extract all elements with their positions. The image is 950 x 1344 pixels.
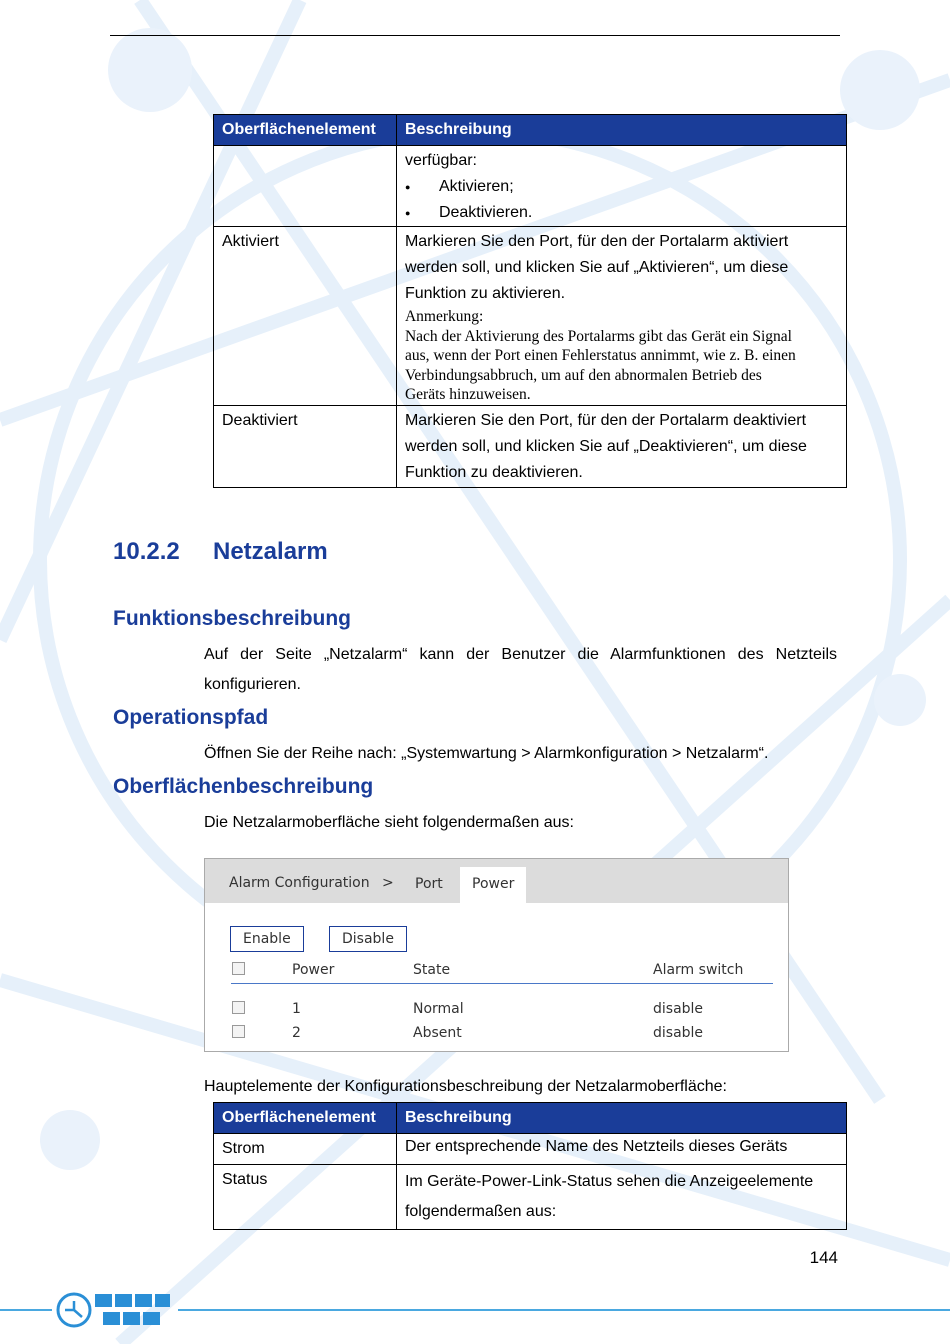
note-text: Geräts hinzuweisen.	[404, 386, 531, 403]
cell-text: Der entsprechende Name des Netzteils dieses Geräts	[404, 1138, 788, 1155]
table-row	[214, 146, 847, 227]
table-header-element: Oberflächenelement	[214, 1103, 397, 1134]
table-cell-element	[214, 1134, 397, 1165]
power-cell: 2	[292, 1025, 301, 1041]
section-heading	[113, 538, 328, 566]
header-rule	[110, 35, 840, 36]
footer-line-right	[178, 1309, 950, 1311]
table-header-element: Oberflächenelement	[214, 115, 397, 146]
cell-text: Funktion zu aktivieren.	[404, 285, 566, 302]
table-cell-description	[396, 146, 846, 227]
cell-text: werden soll, und klicken Sie auf „Aktivieren“, um diese	[404, 259, 789, 276]
state-cell: Absent	[413, 1025, 462, 1041]
breadcrumb-separator: >	[382, 875, 394, 891]
table-row	[214, 405, 847, 487]
tab-port[interactable]: Port	[403, 867, 455, 903]
table-cell-element	[214, 405, 397, 487]
page-number: 144	[809, 1248, 838, 1267]
cell-text: werden soll, und klicken Sie auf „Deaktivieren“, um diese	[404, 437, 807, 455]
table-cell-description	[396, 1134, 846, 1165]
table-header-description: Beschreibung	[396, 115, 846, 146]
path-paragraph: Öffnen Sie der Reihe nach: „Systemwartung > Alarmkonfiguration > Netzalarm“.	[204, 745, 769, 762]
subheading-interface: Oberflächenbeschreibung	[113, 775, 374, 798]
bullet-item: ● Aktivieren;	[405, 174, 838, 200]
table-cell-description	[396, 405, 846, 487]
netzalarm-description-table	[213, 1102, 847, 1230]
cell-text: verfügbar:	[404, 152, 477, 169]
header-underline	[231, 983, 773, 984]
table-row	[214, 1134, 847, 1165]
indusol-logo	[55, 1290, 170, 1330]
subheading-function: Funktionsbeschreibung	[113, 607, 352, 630]
tab-power[interactable]: Power	[460, 867, 526, 903]
power-cell: 1	[292, 1001, 301, 1017]
enable-button[interactable]: Enable	[230, 926, 304, 952]
table-header-description: Beschreibung	[396, 1103, 846, 1134]
row-checkbox[interactable]	[232, 1025, 245, 1038]
cell-text: Im Geräte-Power-Link-Status sehen die Anzeigeelemente	[404, 1173, 814, 1190]
function-paragraph: Auf der Seite „Netzalarm“ kann der Benutzer die Alarmfunktionen des Netzteils konfigurieren.	[204, 646, 837, 693]
netzalarm-screenshot	[204, 858, 789, 1052]
select-all-checkbox[interactable]	[232, 962, 245, 975]
cell-text: Strom	[222, 1140, 265, 1157]
table-cell-description	[396, 1165, 846, 1230]
table-row	[214, 227, 847, 406]
main-elements-paragraph: Hauptelemente der Konfigurationsbeschreibung der Netzalarmoberfläche:	[204, 1078, 727, 1095]
column-header-state: State	[413, 962, 451, 978]
note-block	[405, 307, 838, 405]
table-cell-description	[396, 227, 846, 406]
note-text: Nach der Aktivierung des Portalarms gibt das Gerät ein Signal	[404, 327, 792, 345]
table-cell-element	[214, 1165, 397, 1230]
bullet-item: ● Deaktivieren.	[405, 200, 838, 226]
row-checkbox[interactable]	[232, 1001, 245, 1014]
note-label: Anmerkung:	[404, 308, 484, 325]
cell-text: Deaktiviert	[222, 411, 298, 429]
interface-paragraph: Die Netzalarmoberfläche sieht folgendermaßen aus:	[204, 814, 574, 831]
column-header-power: Power	[292, 962, 335, 978]
section-number: 10.2.2	[113, 538, 180, 565]
table-header-row	[214, 115, 847, 146]
table-cell-empty	[214, 146, 397, 227]
note-text: aus, wenn der Port einen Fehlerstatus annimmt, wie z. B. einen	[404, 347, 796, 364]
note-text: Verbindungsabbruch, um auf den abnormalen Betrieb des	[404, 366, 762, 384]
disable-button[interactable]: Disable	[329, 926, 407, 952]
portalarm-description-table	[213, 114, 847, 488]
subheading-path: Operationspfad	[113, 706, 269, 729]
cell-text: Status	[222, 1171, 268, 1188]
table-row	[214, 1165, 847, 1230]
alarm-switch-cell: disable	[653, 1025, 704, 1041]
cell-text: Funktion zu deaktivieren.	[404, 463, 583, 481]
tab-bar	[205, 859, 788, 903]
alarm-switch-cell: disable	[653, 1001, 704, 1017]
cell-text: Aktiviert	[222, 233, 279, 250]
footer-line-left	[0, 1309, 52, 1311]
breadcrumb-label[interactable]: Alarm Configuration	[229, 875, 370, 891]
cell-text: Markieren Sie den Port, für den der Portalarm aktiviert	[404, 233, 789, 250]
cell-text: folgendermaßen aus:	[404, 1203, 557, 1220]
table-cell-element	[214, 227, 397, 406]
breadcrumb	[229, 875, 394, 891]
cell-text: Markieren Sie den Port, für den der Portalarm deaktiviert	[404, 411, 807, 429]
table-header-row	[214, 1103, 847, 1134]
column-header-alarm-switch: Alarm switch	[653, 962, 744, 978]
state-cell: Normal	[413, 1001, 464, 1017]
section-title: Netzalarm	[213, 538, 328, 565]
